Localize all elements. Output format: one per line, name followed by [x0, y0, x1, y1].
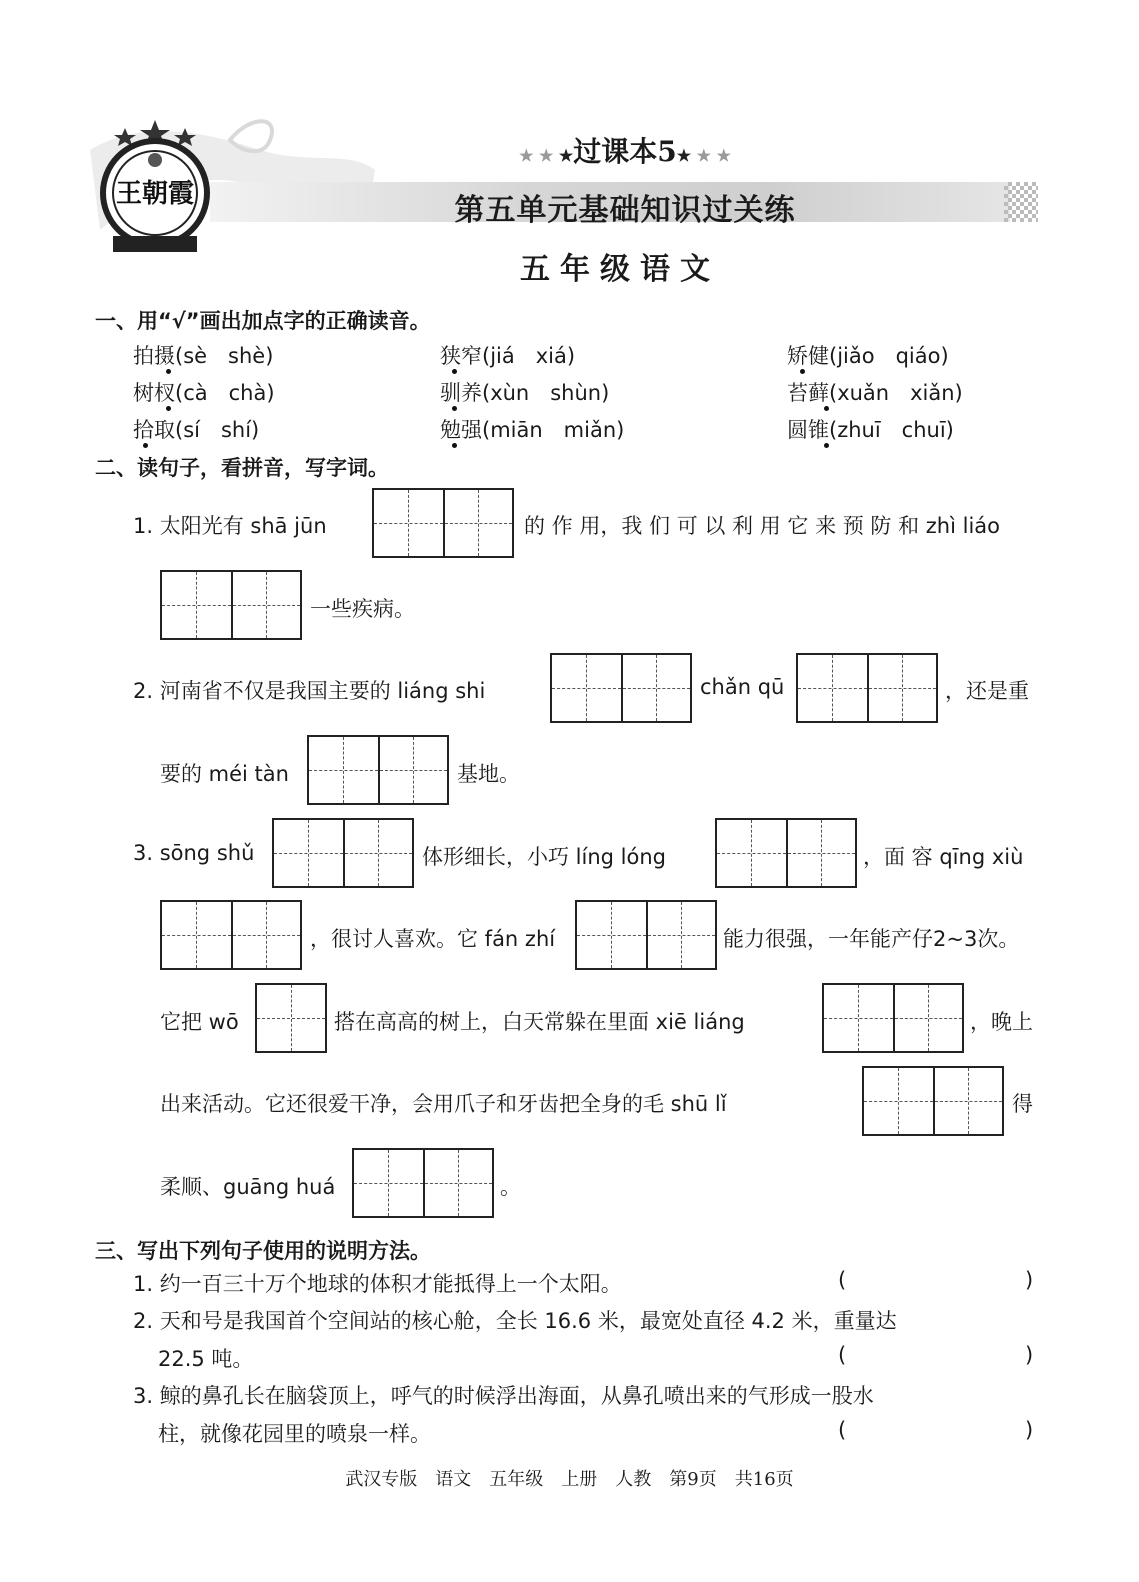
answer-box[interactable] [160, 900, 302, 970]
logo-text: 王朝霞 [115, 179, 195, 209]
q3-text: 3. sōng shǔ [133, 841, 255, 865]
emphasis-dot [824, 443, 829, 448]
banner-pattern [1004, 182, 1038, 222]
answer-box[interactable] [575, 900, 717, 970]
q2-text: 基地。 [457, 762, 520, 786]
q3-text: 它把 wō [160, 1010, 239, 1034]
q1-text: 的 作 用，我 们 可 以 利 用 它 来 预 防 和 zhì liáo [524, 514, 1001, 538]
emphasis-dot [452, 443, 457, 448]
answer-paren-close: ) [1025, 1418, 1034, 1442]
section2-heading: 二、读句子，看拼音，写字词。 [95, 456, 389, 480]
q3-text: 搭在高高的树上，白天常躲在里面 xiē liáng [334, 1010, 745, 1034]
answer-box[interactable] [255, 983, 327, 1053]
pinyin-item: 狭窄(jiá xiá) [440, 344, 576, 368]
pinyin-item: 驯养(xùn shùn) [440, 381, 610, 405]
s3-q2-text: 2. 天和号是我国首个空间站的核心舱，全长 16.6 米，最宽处直径 4.2 米，重量达 [133, 1309, 897, 1333]
emphasis-dot [166, 406, 171, 411]
q2-text: chǎn qū [700, 675, 785, 699]
emphasis-dot [824, 406, 829, 411]
s3-q3-text: 柱，就像花园里的喷泉一样。 [158, 1422, 431, 1446]
answer-box[interactable] [352, 1148, 494, 1218]
q3-text: 。 [500, 1175, 521, 1199]
answer-box[interactable] [307, 735, 449, 805]
s3-q1-text: 1. 约一百三十万个地球的体积才能抵得上一个太阳。 [133, 1272, 622, 1296]
answer-box[interactable] [715, 818, 857, 888]
answer-box[interactable] [272, 818, 414, 888]
answer-paren-close: ) [1025, 1343, 1034, 1367]
pinyin-item: 苔藓(xuǎn xiǎn) [787, 381, 963, 405]
answer-paren-open[interactable]: ( [838, 1418, 847, 1442]
pinyin-item: 拾取(sí shí) [133, 418, 260, 442]
q2-text: 要的 méi tàn [160, 762, 289, 786]
answer-box[interactable] [160, 570, 302, 640]
q1-text: 1. 太阳光有 shā jūn [133, 514, 327, 538]
answer-paren-open[interactable]: ( [838, 1268, 847, 1292]
emphasis-dot [143, 443, 148, 448]
pinyin-item: 矫健(jiǎo qiáo) [787, 344, 949, 368]
pinyin-item: 拍摄(sè shè) [133, 344, 274, 368]
page-title: 第五单元基础知识过关练 [454, 193, 796, 228]
emphasis-dot [800, 369, 805, 374]
answer-box[interactable] [372, 488, 514, 558]
answer-box[interactable] [862, 1066, 1004, 1136]
q3-text: 能力很强，一年能产仔2~3次。 [723, 927, 1020, 951]
page-subtitle: 五年级语文 [520, 252, 720, 287]
brand-logo [95, 118, 215, 258]
q2-text: ，还是重 [945, 679, 1029, 703]
q3-text: 得 [1012, 1092, 1033, 1116]
section1-heading: 一、用“√”画出加点字的正确读音。 [95, 309, 431, 333]
emphasis-dot [452, 406, 457, 411]
s3-q2-text: 22.5 吨。 [158, 1347, 254, 1371]
q3-text: 柔顺、guāng huá [160, 1175, 336, 1199]
answer-box[interactable] [550, 653, 692, 723]
series-label: ★ ★ ★过课本5★ ★ ★ [519, 135, 731, 168]
q1-text: 一些疾病。 [310, 597, 415, 621]
q3-text: 出来活动。它还很爱干净，会用爪子和牙齿把全身的毛 shū lǐ [160, 1092, 727, 1116]
q3-text: 体形细长，小巧 líng lóng [422, 845, 666, 869]
q3-text: ，很讨人喜欢。它 fán zhí [310, 927, 556, 951]
q3-text: ，晚上 [970, 1010, 1033, 1034]
pinyin-item: 圆锥(zhuī chuī) [787, 418, 954, 442]
answer-paren-open[interactable]: ( [838, 1343, 847, 1367]
q2-text: 2. 河南省不仅是我国主要的 liáng shi [133, 679, 486, 703]
answer-box[interactable] [822, 983, 964, 1053]
answer-paren-close: ) [1025, 1268, 1034, 1292]
answer-box[interactable] [796, 653, 938, 723]
s3-q3-text: 3. 鲸的鼻孔长在脑袋顶上，呼气的时候浮出海面，从鼻孔喷出来的气形成一股水 [133, 1384, 874, 1408]
q3-text: ，面 容 qīng xiù [863, 845, 1024, 869]
pinyin-item: 勉强(miān miǎn) [440, 418, 625, 442]
page-footer: 武汉专版 语文 五年级 上册 人教 第9页 共16页 [345, 1469, 794, 1490]
emphasis-dot [452, 369, 457, 374]
section3-heading: 三、写出下列句子使用的说明方法。 [95, 1239, 431, 1263]
pinyin-item: 树杈(cà chà) [133, 381, 275, 405]
emphasis-dot [166, 369, 171, 374]
